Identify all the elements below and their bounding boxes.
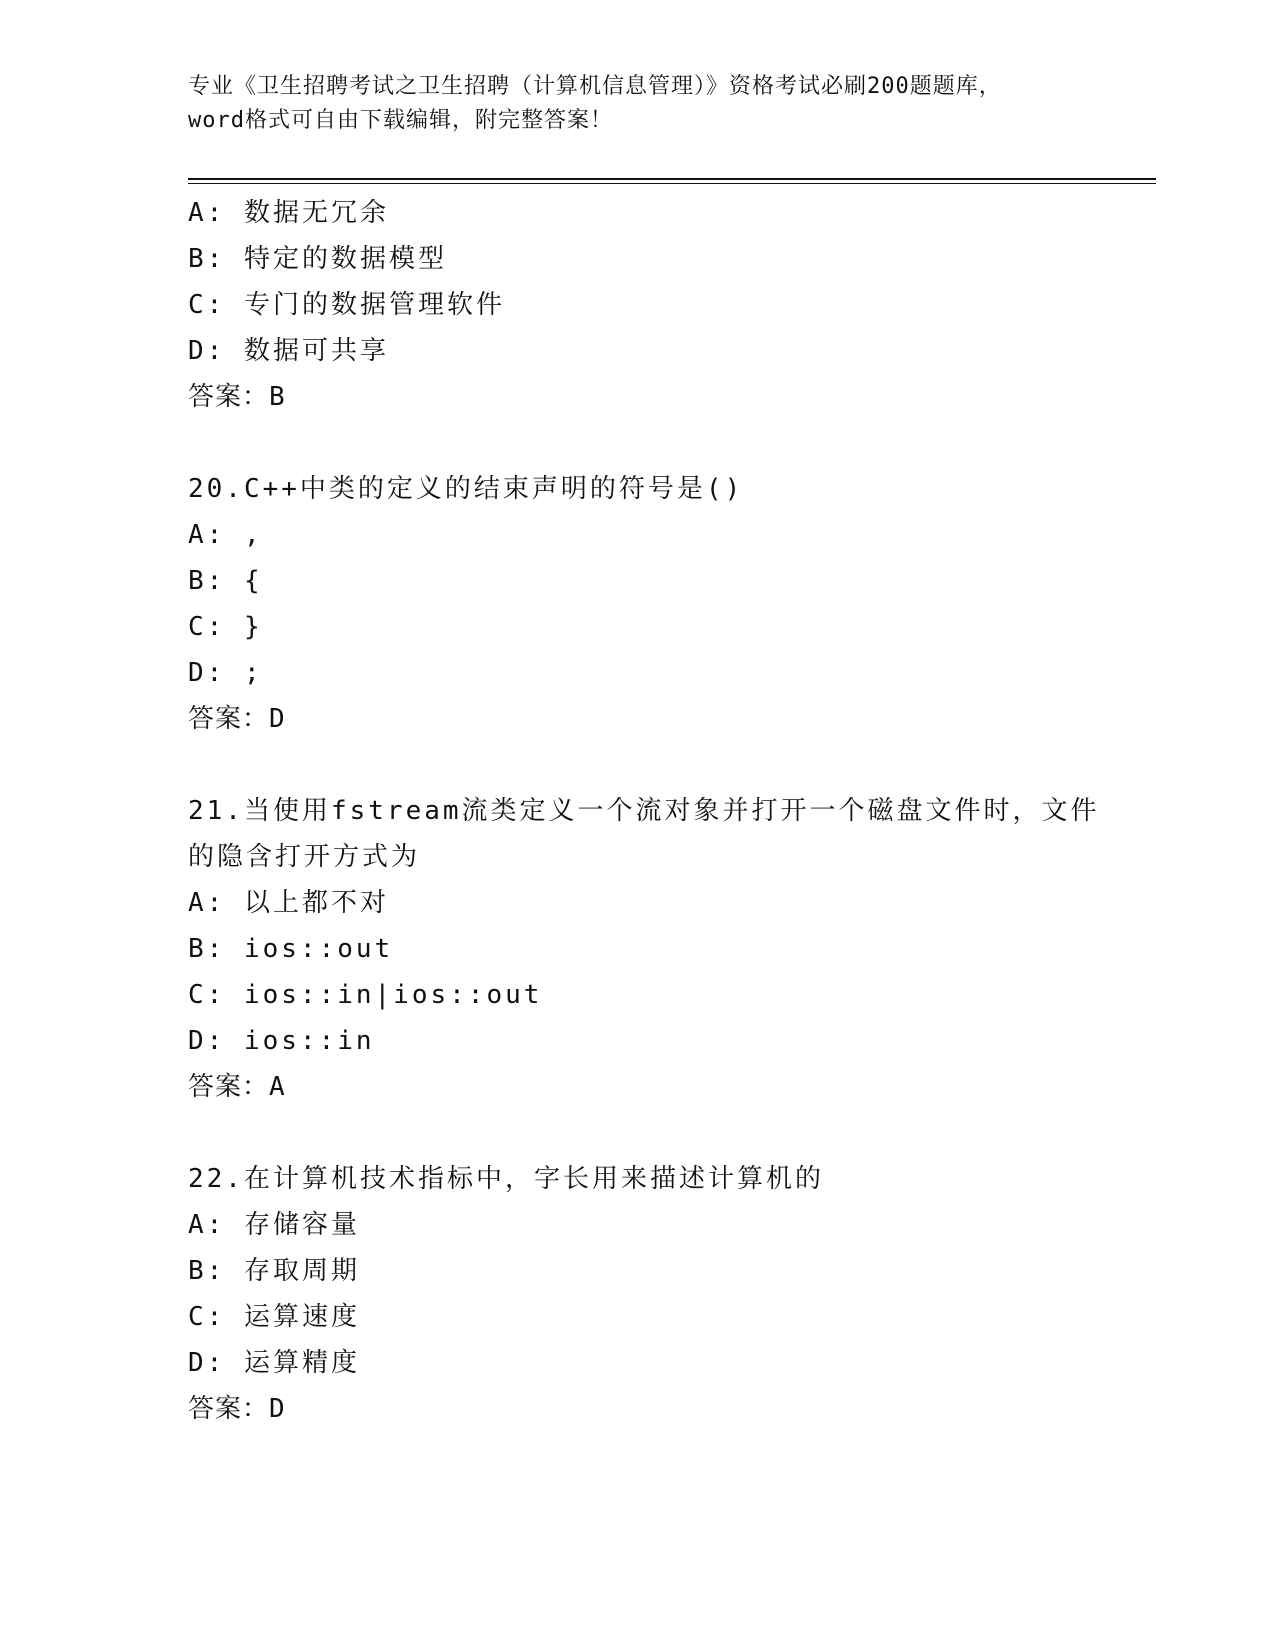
option-a: A: , — [188, 520, 263, 550]
option-a: A: 存储容量 — [188, 1210, 360, 1240]
option-d: D: 运算精度 — [188, 1348, 360, 1378]
spacer — [188, 420, 1088, 466]
spacer — [188, 742, 1088, 788]
header-divider-thin — [188, 183, 1156, 184]
header-line-1: 专业《卫生招聘考试之卫生招聘（计算机信息管理）》资格考试必刷200题题库， — [188, 74, 1002, 99]
option-c: C: 运算速度 — [188, 1302, 360, 1332]
option-d: D: ; — [188, 658, 263, 688]
answer-line: 答案：D — [188, 1394, 286, 1424]
option-c: C: ios::in|ios::out — [188, 980, 543, 1010]
option-b: B: { — [188, 566, 263, 596]
option-b: B: 存取周期 — [188, 1256, 360, 1286]
spacer — [188, 1110, 1088, 1156]
question-stem-line-2: 的隐含打开方式为 — [188, 842, 421, 872]
question-stem: 20.C++中类的定义的结束声明的符号是() — [188, 474, 744, 504]
option-b: B: 特定的数据模型 — [188, 244, 447, 274]
option-a: A: 数据无冗余 — [188, 198, 389, 228]
option-a: A: 以上都不对 — [188, 888, 389, 918]
header-line-2: word格式可自由下载编辑，附完整答案！ — [188, 108, 613, 133]
document-header — [188, 70, 1088, 138]
question-block-prev — [188, 190, 1088, 420]
header-divider-thick — [188, 178, 1156, 180]
answer-line: 答案：D — [188, 704, 286, 734]
question-block-22 — [188, 1156, 1088, 1432]
option-b: B: ios::out — [188, 934, 394, 964]
option-c: C: } — [188, 612, 263, 642]
option-c: C: 专门的数据管理软件 — [188, 290, 505, 320]
answer-line: 答案：A — [188, 1072, 286, 1102]
question-stem-line-1: 21.当使用fstream流类定义一个流对象并打开一个磁盘文件时，文件 — [188, 796, 1100, 826]
question-stem: 22.在计算机技术指标中，字长用来描述计算机的 — [188, 1164, 824, 1194]
answer-line: 答案：B — [188, 382, 286, 412]
question-block-20 — [188, 466, 1088, 742]
option-d: D: 数据可共享 — [188, 336, 389, 366]
option-d: D: ios::in — [188, 1026, 375, 1056]
question-list — [188, 190, 1100, 1432]
question-block-21 — [188, 788, 1100, 1110]
